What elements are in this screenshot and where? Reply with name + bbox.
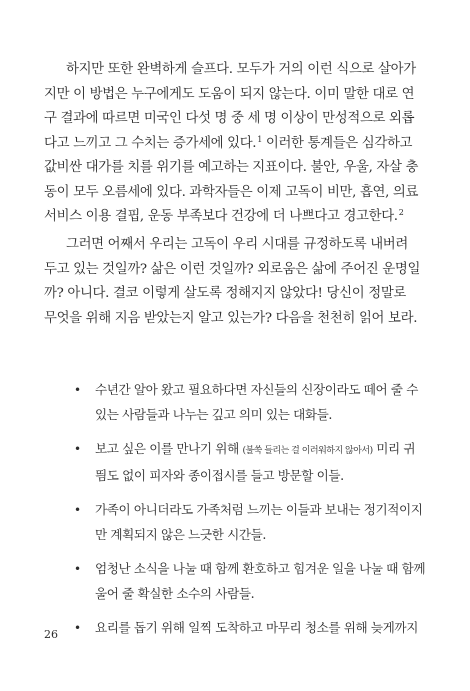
text-line: 띔도 없이 피자와 종이접시를 들고 방문할 이들.: [95, 467, 344, 483]
text-segment: 보고 싶은 이를 만나기 위해: [95, 441, 243, 456]
text-line: 무엇을 위해 지음 받았는지 알고 있는가? 다음을 천천히 읽어 보라.: [44, 310, 418, 326]
text-line: 요리를 돕기 위해 일찍 도착하고 마무리 청소를 위해 늦게까지: [95, 620, 418, 635]
list-item: [70, 498, 423, 547]
text-line: 값비싼 대가를 치를 위기를 예고하는 지표이다. 불안, 우울, 자살 충: [44, 160, 419, 175]
bullet-icon: •: [74, 442, 81, 456]
text-line: 그러면 어째서 우리는 고독이 우리 시대를 규정하도록 내버려: [66, 237, 408, 252]
list-item: [70, 616, 418, 641]
text-line: 울어 줄 확실한 소수의 사람들.: [95, 585, 255, 601]
text-segment: 미리 귀: [372, 441, 416, 456]
text-line: [44, 205, 406, 230]
text-line: 동이 모두 오름세에 있다. 과학자들은 이제 고독이 비만, 흡연, 의료: [44, 184, 419, 200]
bullet-icon: •: [74, 503, 81, 517]
list-item: [70, 378, 418, 427]
text-line: 엄청난 소식을 나눌 때 함께 환호하고 힘겨운 일을 나눌 때 함께: [95, 561, 426, 576]
parenthetical-note: (불쑥 들리는 걸 이러워하지 않아서): [242, 446, 373, 456]
text-line: 수년간 알아 왔고 필요하다면 자신들의 신장이라도 떼어 줄 수: [95, 382, 418, 397]
bullet-icon: •: [74, 562, 81, 576]
text-line: [44, 132, 413, 157]
list-item: [70, 557, 426, 606]
paragraph-2: [44, 233, 421, 331]
bullet-icon: •: [74, 383, 81, 397]
text-line: 만 계획되지 않은 느긋한 시간들.: [95, 526, 266, 542]
text-segment: 다고 느끼고 그 수치는 증가세에 있다.: [44, 135, 257, 151]
page-number: 26: [44, 628, 58, 641]
footnote-marker: 2: [398, 208, 404, 217]
text-line: 두고 있는 것일까? 삶은 이런 것일까? 외로움은 삶에 주어진 운명일: [44, 261, 421, 277]
text-line: 지만 이 방법은 누구에게도 도움이 되지 않는다. 이미 말한 대로 연: [44, 86, 415, 102]
bullet-icon: •: [74, 621, 81, 635]
text-segment: 이러한 통계들은 심각하고: [261, 135, 413, 151]
footnote-marker: 1: [257, 134, 262, 144]
text-segment: 서비스 이용 결핍, 운동 부족보다 건강에 더 나쁘다고 경고한다.: [44, 209, 398, 224]
text-line: 하지만 또한 완벽하게 슬프다. 모두가 거의 이런 식으로 살아가: [66, 62, 416, 77]
text-line: 있는 사람들과 나누는 깊고 의미 있는 대화들.: [95, 406, 333, 422]
text-line: 구 결과에 따르면 미국인 다섯 명 중 세 명 이상이 만성적으로 외롭: [44, 111, 415, 126]
text-line: 가족이 아니더라도 가족처럼 느끼는 이들과 보내는 정기적이지: [95, 502, 423, 517]
paragraph-1: [44, 58, 419, 230]
list-item: [70, 437, 416, 488]
text-line: [95, 437, 416, 464]
text-line: 까? 아니다. 결코 이렇게 살도록 정해지지 않았다! 당신이 정말로: [44, 286, 406, 301]
bullet-list: [70, 378, 426, 651]
